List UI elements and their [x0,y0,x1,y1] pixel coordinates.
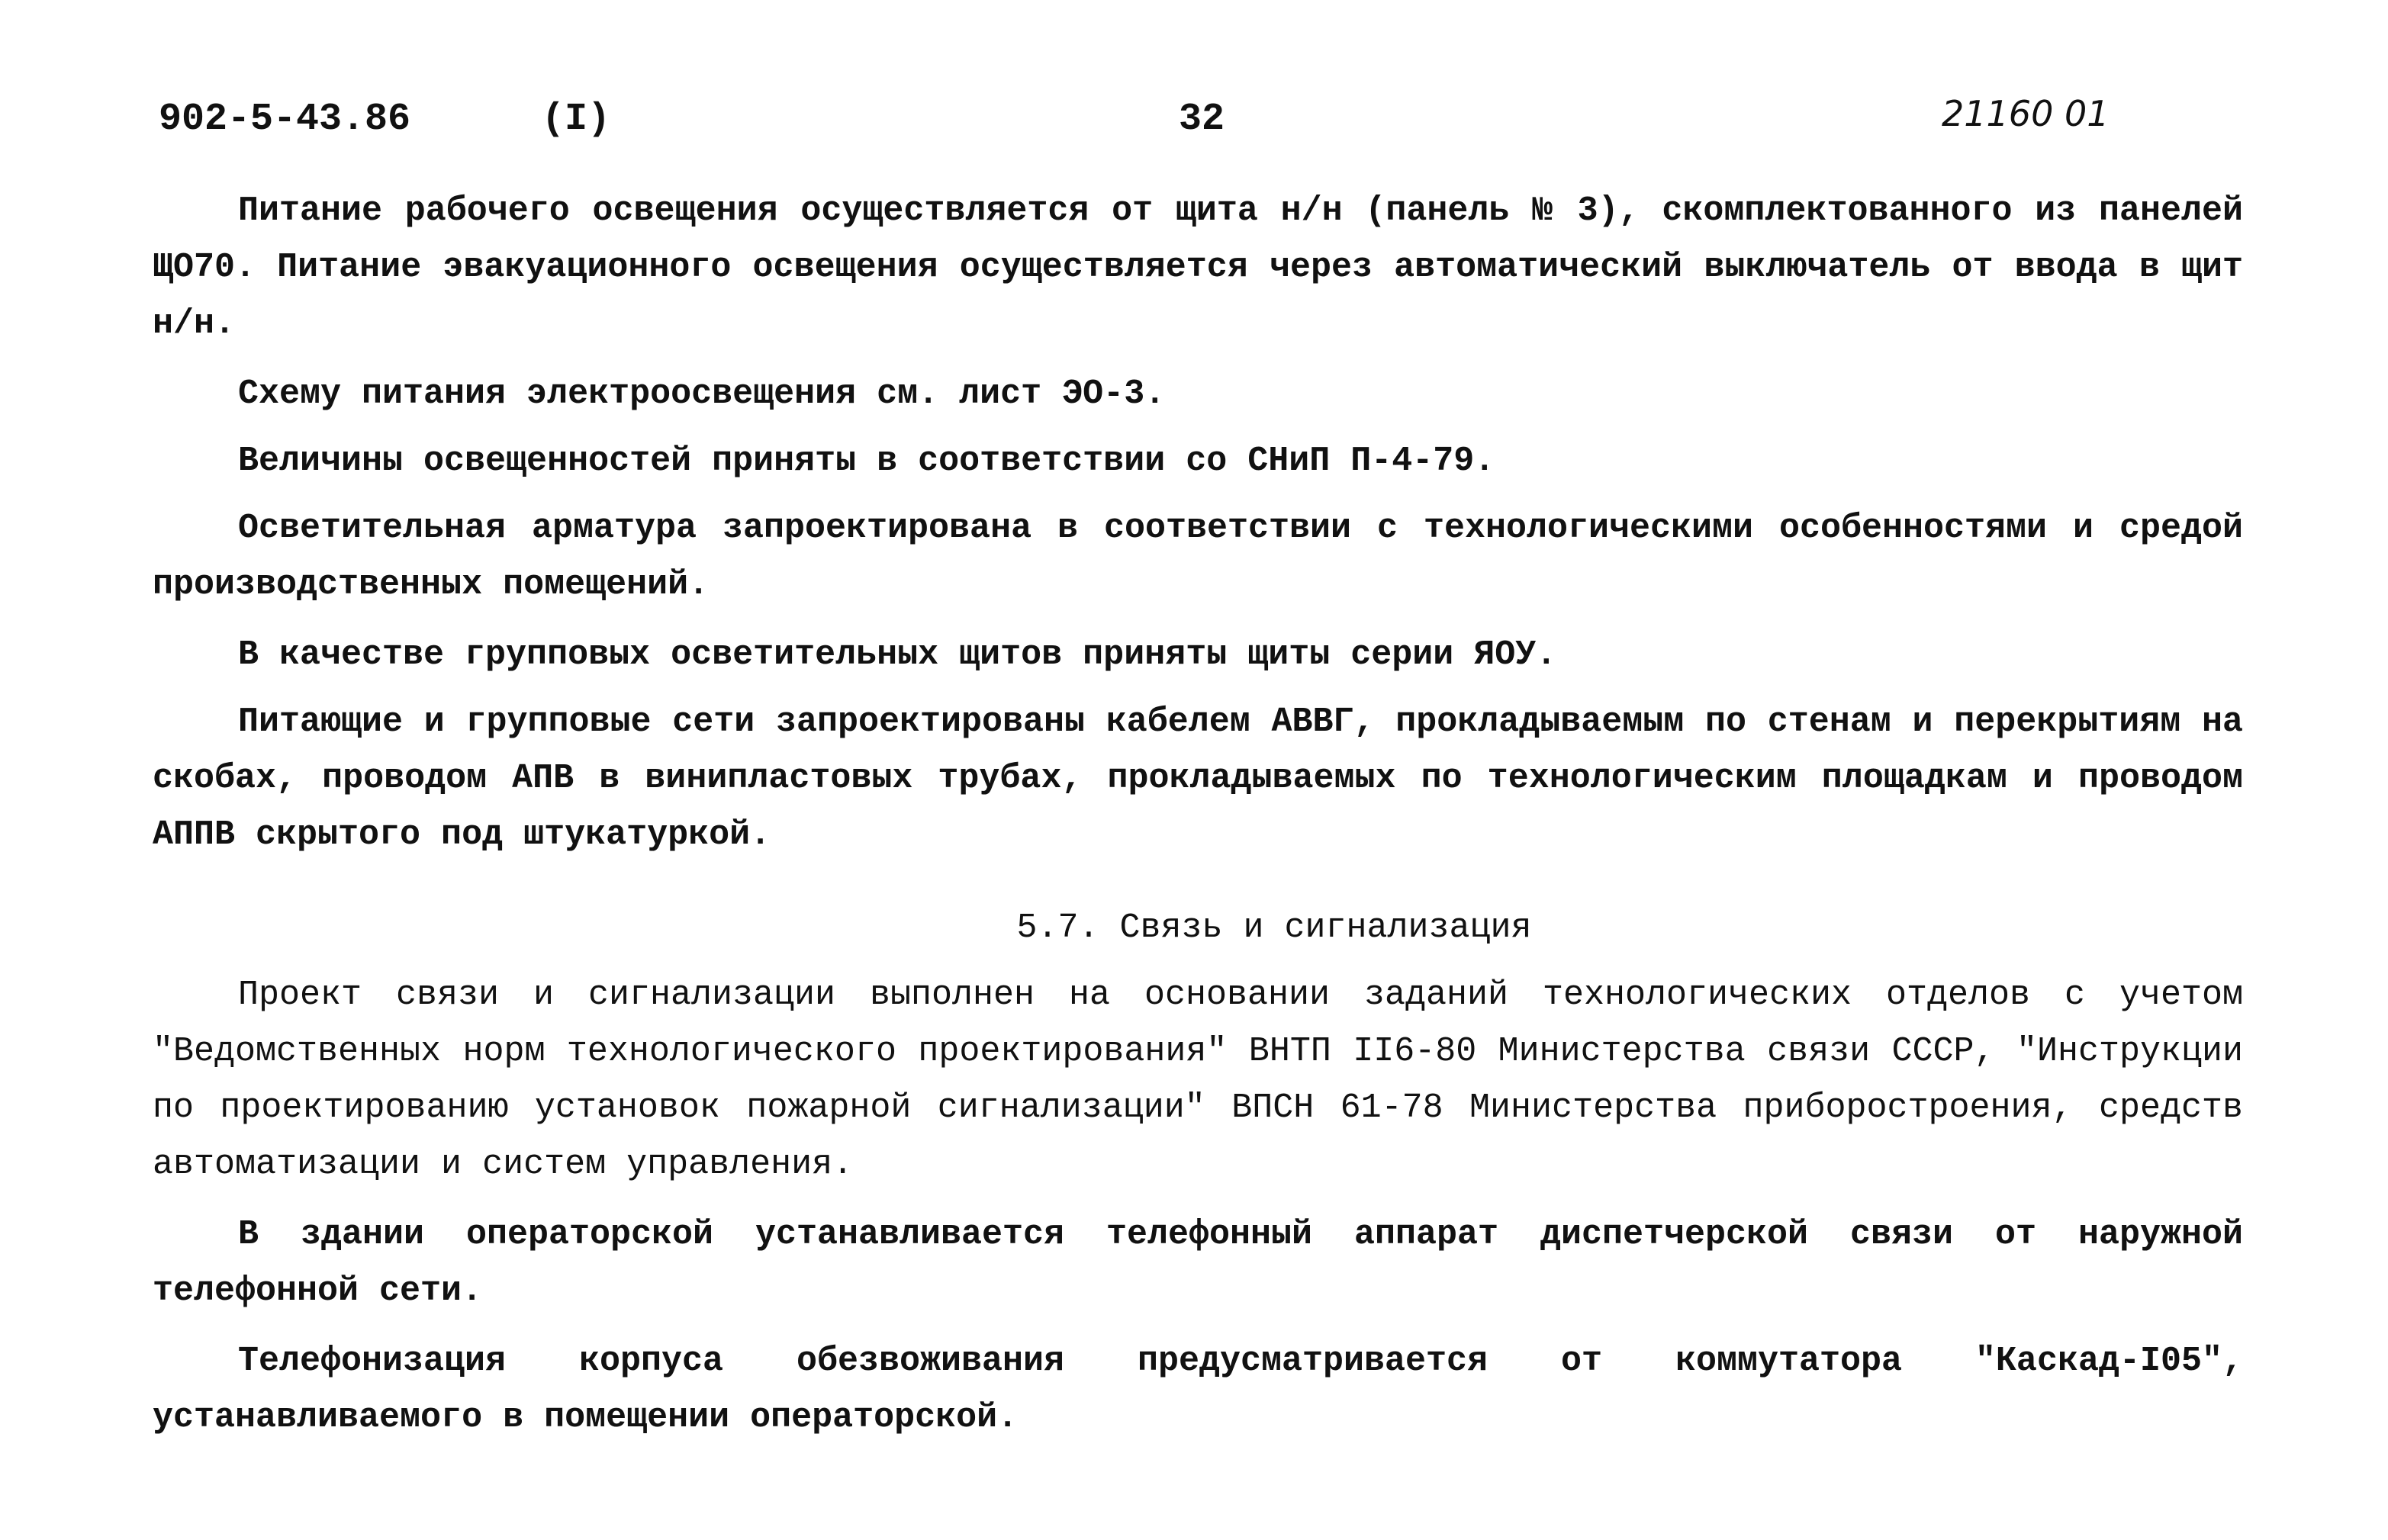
paragraph-supply-networks: Питающие и групповые сети запроектированы кабелем АВВГ, прокладываемым по стенам и перекрытиям на скобах, проводом АПВ в винипластовых трубах, прокладываемых по технологическим площадкам и проводом АППВ скрытого под штукатуркой. [153,702,2243,854]
paragraph-group-panels: В качестве групповых осветительных щитов приняты щиты серии ЯОУ. [238,635,1557,674]
paragraph-illuminance: Величины освещенностей приняты в соответствии со СНиП П-4-79. [238,442,1495,481]
volume-number: (I) [542,98,611,141]
document-number: 902-5-43.86 [159,98,411,141]
paragraph-telephony: Телефонизация корпуса обезвоживания предусматривается от коммутатора "Каскад-I05", устанавливаемого в помещении операторской. [153,1342,2243,1437]
paragraph-fixtures: Осветительная арматура запроектирована в соответствии с технологическими особенностями и средой производственных помещений. [153,509,2243,604]
document-body [153,183,2243,1460]
paragraph-lighting-scheme: Схему питания электроосвещения см. лист ЭО-3. [238,375,1166,413]
paragraph-lighting-power: Питание рабочего освещения осуществляется от щита н/н (панель № 3), скомплектованного из панелей ЩО70. Питание эвакуационного освещения осуществляется через автоматический выключатель от ввода в щит н/н. [153,191,2243,343]
paragraph-communication-project: Проект связи и сигнализации выполнен на основании заданий технологических отделов с учетом "Ведомственных норм технологического проектирования" ВНТП II6-80 Министерства связи СССР, "Инструкции по проектированию установок пожарной сигнализации" ВПСН 61-78 Министерства приборостроения, средств автоматизации и систем управления. [153,976,2243,1184]
page-number: 32 [1179,98,1225,141]
page-header [0,90,2388,151]
handwritten-code: 21160 01 [1942,93,2110,134]
paragraph-operator-phone: В здании операторской устанавливается телефонный аппарат диспетчерской связи от наружной телефонной сети. [153,1215,2243,1310]
section-title: 5.7. Связь и сигнализация [1016,908,1532,947]
